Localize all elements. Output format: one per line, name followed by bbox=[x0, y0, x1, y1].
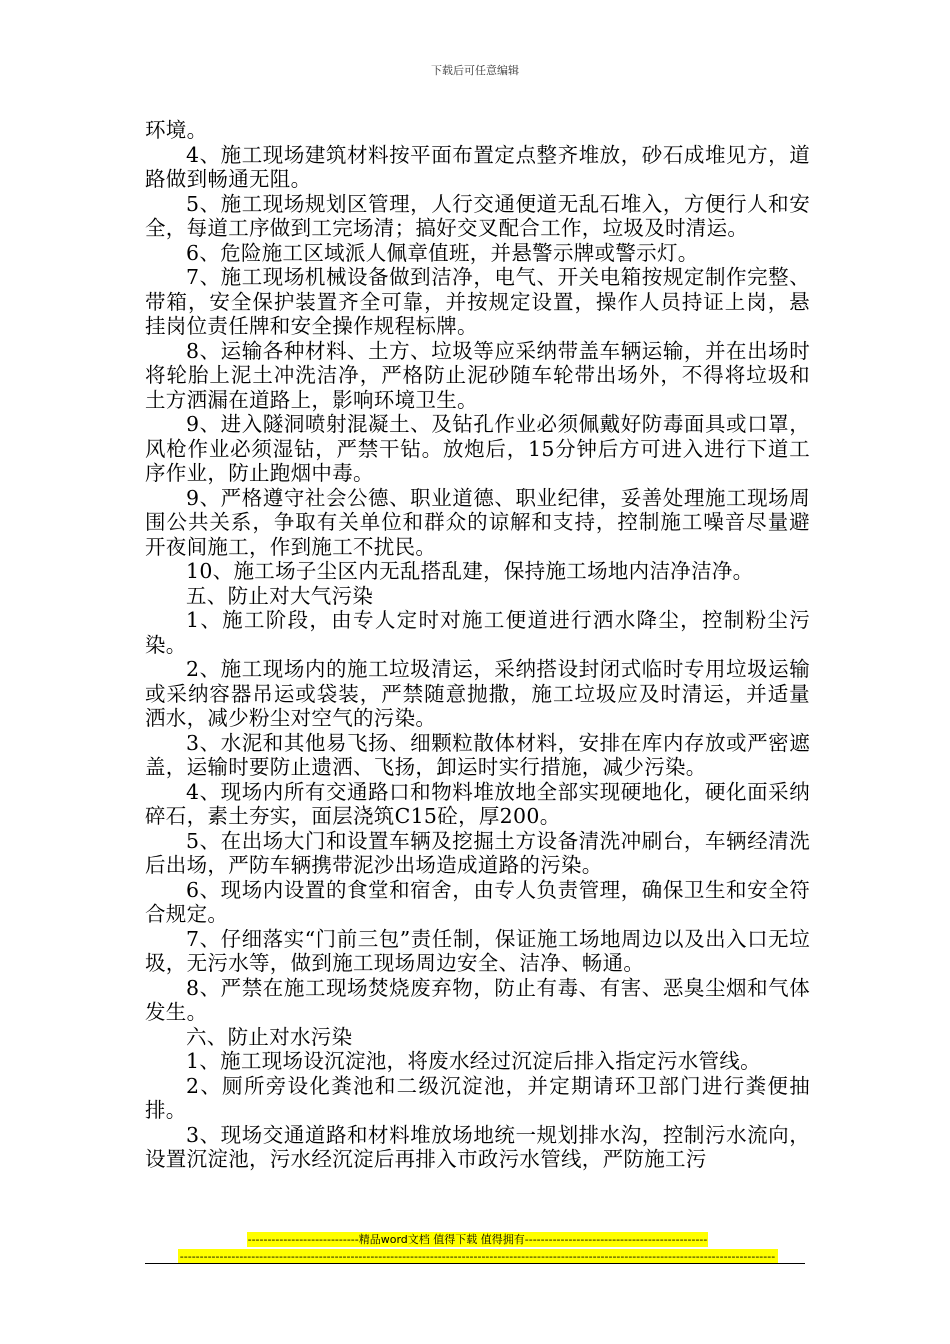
footer-dash-line: ------------------------------------------------------------------------------------------------------------------------------------------------------ bbox=[178, 1249, 778, 1264]
footer-banner: ----------------------------精品word文档 值得下载 值得拥有---------------------------------------------- bbox=[247, 1233, 708, 1246]
section-heading: 五、防止对大气污染 bbox=[186, 583, 374, 608]
paragraph: 4、现场内所有交通路口和物料堆放地全部实现硬地化，硬化面采纳碎石，素土夯实，面层浇筑C15砼，厚200。 bbox=[145, 779, 810, 828]
header-text: 下载后可任意编辑 bbox=[431, 64, 519, 77]
paragraph: 3、水泥和其他易飞扬、细颗粒散体材料，安排在库内存放或严密遮盖，运输时要防止遗洒、飞扬，卸运时实行措施，减少污染。 bbox=[145, 730, 810, 779]
paragraph: 9、严格遵守社会公德、职业道德、职业纪律，妥善处理施工现场周围公共关系，争取有关单位和群众的谅解和支持，控制施工噪音尽量避开夜间施工，作到施工不扰民。 bbox=[145, 485, 810, 559]
paragraph: 5、施工现场规划区管理，人行交通便道无乱石堆入，方便行人和安全，每道工序做到工完场清；搞好交叉配合工作，垃圾及时清运。 bbox=[145, 191, 810, 240]
paragraph: 7、施工现场机械设备做到洁净，电气、开关电箱按规定制作完整、带箱，安全保护装置齐全可靠，并按规定设置，操作人员持证上岗，悬挂岗位责任牌和安全操作规程标牌。 bbox=[145, 265, 810, 338]
paragraph: 5、在出场大门和设置车辆及挖掘土方设备清洗冲刷台，车辆经清洗后出场，严防车辆携带泥沙出场造成道路的污染。 bbox=[145, 828, 810, 877]
paragraph: 1、施工现场设沉淀池，将废水经过沉淀后排入指定污水管线。 bbox=[186, 1049, 761, 1073]
paragraph: 1、施工阶段，由专人定时对施工便道进行洒水降尘，控制粉尘污染。 bbox=[145, 608, 810, 657]
paragraph: 6、危险施工区域派人佩章值班，并悬警示牌或警示灯。 bbox=[186, 240, 699, 265]
footer-divider bbox=[145, 1263, 805, 1264]
section-heading: 六、防止对水污染 bbox=[186, 1024, 353, 1049]
paragraph: 3、现场交通道路和材料堆放场地统一规划排水沟，控制污水流向，设置沉淀池，污水经沉淀后再排入市政污水管线，严防施工污 bbox=[145, 1122, 810, 1171]
paragraph: 2、厕所旁设化粪池和二级沉淀池，并定期请环卫部门进行粪便抽排。 bbox=[145, 1073, 810, 1122]
paragraph: 环境。 bbox=[145, 118, 208, 142]
paragraph: 10、施工场子尘区内无乱搭乱建，保持施工场地内洁净洁净。 bbox=[186, 559, 754, 583]
paragraph: 7、仔细落实“门前三包”责任制，保证施工场地周边以及出入口无垃圾，无污水等，做到施工现场周边安全、洁净、畅通。 bbox=[145, 926, 810, 975]
paragraph: 8、运输各种材料、土方、垃圾等应采纳带盖车辆运输，并在出场时将轮胎上泥土冲洗洁净，严格防止泥砂随车轮带出场外，不得将垃圾和土方洒漏在道路上，影响环境卫生。 bbox=[145, 338, 810, 412]
page-header bbox=[0, 64, 950, 78]
paragraph: 9、进入隧洞喷射混凝土、及钻孔作业必须佩戴好防毒面具或口罩，风枪作业必须湿钻，严禁干钻。放炮后，15分钟后方可进入进行下道工序作业，防止跑烟中毒。 bbox=[145, 412, 810, 485]
document-body bbox=[145, 118, 810, 1172]
paragraph: 2、施工现场内的施工垃圾清运，采纳搭设封闭式临时专用垃圾运输或采纳容器吊运或袋装，严禁随意抛撒，施工垃圾应及时清运，并适量洒水，减少粉尘对空气的污染。 bbox=[145, 657, 810, 730]
paragraph: 6、现场内设置的食堂和宿舍，由专人负责管理，确保卫生和安全符合规定。 bbox=[145, 877, 810, 926]
page-footer bbox=[145, 1228, 810, 1264]
paragraph: 4、施工现场建筑材料按平面布置定点整齐堆放，砂石成堆见方，道路做到畅通无阻。 bbox=[145, 142, 810, 191]
paragraph: 8、严禁在施工现场焚烧废弃物，防止有毒、有害、恶臭尘烟和气体发生。 bbox=[145, 975, 810, 1024]
